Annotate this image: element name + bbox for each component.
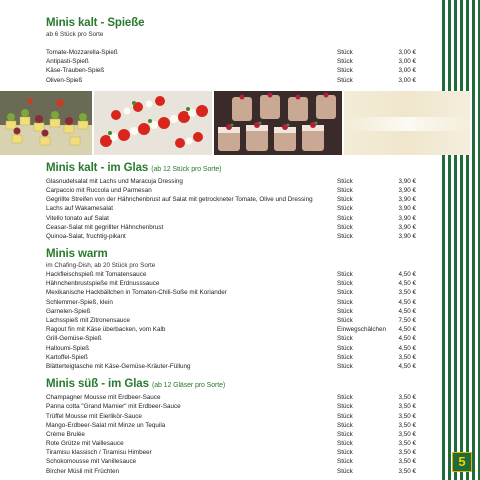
item-unit: Stück — [337, 421, 353, 429]
item-name: Hackfleischspieß mit Tomatensauce — [46, 271, 147, 279]
menu-item-row — [46, 288, 416, 297]
item-name: Lachs auf Wakamesalat — [46, 205, 113, 213]
item-name: Carpaccio mit Ruccola und Parmesan — [46, 186, 152, 194]
section-title — [46, 377, 416, 393]
menu-items — [46, 48, 416, 85]
item-unit: Stück — [337, 317, 353, 324]
item-price: 3,50 € — [398, 458, 416, 466]
item-price: 4,50 € — [398, 335, 416, 343]
menu-item-row — [46, 66, 416, 75]
item-name: Oliven-Spieß — [46, 76, 83, 84]
item-name: Ragout fin mit Käse überbacken, vom Kalb — [46, 326, 166, 334]
menu-items — [46, 270, 416, 371]
item-price: 4,50 € — [398, 344, 416, 352]
menu-item-row — [46, 270, 416, 279]
item-unit: Stück — [337, 458, 353, 466]
item-price: 3,50 € — [398, 394, 416, 402]
item-price: 3,50 € — [398, 440, 416, 448]
menu-item-row — [46, 57, 416, 66]
section-minis-kalt-spiesse — [46, 16, 416, 85]
item-name: Käse-Trauben-Spieß — [46, 67, 105, 75]
item-unit: Stück — [337, 58, 353, 66]
item-name: Tomate-Mozzarella-Spieß — [46, 49, 118, 56]
item-unit: Stück — [337, 49, 353, 56]
item-unit: Stück — [337, 177, 353, 185]
menu-item-row — [46, 362, 416, 371]
item-price: 4,50 € — [398, 298, 416, 306]
item-unit: Stück — [337, 67, 353, 75]
item-name: Schokomousse mit Vanillesauce — [46, 458, 137, 466]
menu-item-row — [46, 334, 416, 343]
menu-item-row — [46, 457, 416, 466]
section-title: Minis warm — [46, 248, 108, 261]
item-price: 4,50 € — [398, 271, 416, 279]
photo-tomato-mozzarella-skewers — [94, 91, 212, 155]
item-unit: Stück — [337, 362, 353, 370]
item-price: 3,90 € — [398, 186, 416, 194]
item-name: Panna cotta "Grand Marnier" mit Erdbeer-Sauce — [46, 403, 181, 411]
item-name: Bircher Müsli mit Früchten — [46, 467, 120, 475]
decorative-beige-panel — [344, 91, 470, 155]
item-name: Gegrillte Streifen von der Hähnchenbrust auf Salat mit getrockneter Tomate, Olive und Dressing — [46, 196, 313, 204]
menu-item-row — [46, 421, 416, 430]
item-price: 4,50 € — [398, 362, 416, 370]
item-name: Ceasar-Salat mit gegrillter Hähnchenbrust — [46, 223, 164, 231]
item-price: 3,50 € — [398, 289, 416, 297]
menu-item-row — [46, 76, 416, 85]
item-price: 7,50 € — [398, 317, 416, 324]
menu-item-row — [46, 195, 416, 204]
item-name: Glasnudelsalat mit Lachs und Maracuja Dressing — [46, 177, 183, 185]
section-title-suffix: (ab 12 Stück pro Sorte) — [151, 165, 222, 173]
item-name: Schlemmer-Spieß, klein — [46, 298, 113, 306]
item-price: 3,90 € — [398, 205, 416, 213]
section-minis-suess-im-glas — [46, 377, 416, 476]
item-name: Quinoa-Salat, fruchtig-pikant — [46, 232, 126, 240]
item-price: 3,90 € — [398, 232, 416, 240]
photo-desserts-in-glass — [214, 91, 342, 155]
item-name: Crème Brulée — [46, 430, 85, 438]
menu-item-row — [46, 307, 416, 316]
menu-item-row — [46, 412, 416, 421]
menu-items — [46, 393, 416, 476]
item-unit: Stück — [337, 186, 353, 194]
item-unit: Stück — [337, 280, 353, 288]
item-unit: Stück — [337, 335, 353, 343]
item-unit: Stück — [337, 223, 353, 231]
item-name: Vitello tonato auf Salat — [46, 214, 109, 222]
item-name: Antipasti-Spieß — [46, 58, 89, 66]
menu-item-row — [46, 325, 416, 334]
menu-item-row — [46, 204, 416, 213]
item-unit: Einwegschälchen — [337, 326, 387, 334]
item-unit: Stück — [337, 467, 353, 475]
item-name: Tiramisu klassisch / Tiramisu Himbeer — [46, 449, 152, 457]
section-title-suffix: (ab 12 Gläser pro Sorte) — [152, 382, 226, 390]
menu-item-row — [46, 316, 416, 325]
item-name: Mexikanische Hackbällchen in Tomaten-Chili-Soße mit Koriander — [46, 289, 227, 297]
item-price: 3,50 € — [398, 403, 416, 411]
item-price: 3,90 € — [398, 223, 416, 231]
item-unit: Stück — [337, 214, 353, 222]
menu-item-row — [46, 214, 416, 223]
item-unit: Stück — [337, 430, 353, 438]
item-price: 3,50 € — [398, 430, 416, 438]
menu-item-row — [46, 177, 416, 186]
menu-items — [46, 177, 416, 241]
item-unit: Stück — [337, 76, 353, 84]
item-name: Blätterteigtasche mit Käse-Gemüse-Kräuter-Füllung — [46, 362, 191, 370]
item-unit: Stück — [337, 298, 353, 306]
item-name: Kartoffel-Spieß — [46, 353, 88, 361]
section-title-text: Minis kalt - im Glas — [46, 161, 149, 174]
item-price: 3,50 € — [398, 412, 416, 420]
menu-item-row — [46, 430, 416, 439]
item-name: Champagner Mousse mit Erdbeer-Sauce — [46, 394, 161, 402]
item-unit: Stück — [337, 307, 353, 315]
item-name: Rote Grütze mit Vaillesauce — [46, 440, 124, 448]
item-name: Halloumi-Spieß — [46, 344, 90, 352]
item-unit: Stück — [337, 344, 353, 352]
item-price: 3,00 € — [398, 76, 416, 84]
item-name: Hähnchenbrustspieße mit Erdnusssauce — [46, 280, 160, 288]
section-title: Minis kalt - Spieße — [46, 17, 145, 29]
menu-item-row — [46, 232, 416, 241]
decorative-stripes — [442, 0, 480, 480]
item-unit: Stück — [337, 412, 353, 420]
item-name: Mango-Erdbeer-Salat mit Minze un Tequila — [46, 421, 166, 429]
item-price: 3,90 € — [398, 196, 416, 204]
menu-item-row — [46, 439, 416, 448]
section-minis-kalt-im-glas — [46, 161, 416, 241]
item-unit: Stück — [337, 271, 353, 279]
section-title — [46, 161, 416, 177]
item-price: 3,50 € — [398, 467, 416, 475]
item-name: Trüffel Mousse mit Eierlikör-Sauce — [46, 412, 142, 420]
menu-item-row — [46, 186, 416, 195]
item-unit: Stück — [337, 196, 353, 204]
menu-item-row — [46, 279, 416, 288]
photo-cheese-grape-skewers — [0, 91, 92, 155]
item-price: 3,50 € — [398, 353, 416, 361]
food-photo-strip — [46, 91, 416, 157]
item-unit: Stück — [337, 440, 353, 448]
menu-item-row — [46, 353, 416, 362]
menu-item-row — [46, 298, 416, 307]
page-number-badge: 5 — [452, 452, 472, 472]
item-unit: Stück — [337, 205, 353, 213]
item-name: Garnelen-Spieß — [46, 307, 91, 315]
item-price: 4,50 € — [398, 307, 416, 315]
menu-item-row — [46, 48, 416, 57]
item-unit: Stück — [337, 449, 353, 457]
item-unit: Stück — [337, 403, 353, 411]
item-unit: Stück — [337, 289, 353, 297]
item-price: 3,50 € — [398, 449, 416, 457]
item-price: 3,50 € — [398, 421, 416, 429]
section-title-text: Minis süß - im Glas — [46, 378, 149, 391]
item-price: 3,00 € — [398, 49, 416, 56]
section-subtitle: im Chafing-Dish, ab 20 Stück pro Sorte — [46, 262, 156, 270]
item-name: Grill-Gemüse-Spieß — [46, 335, 102, 343]
item-price: 4,50 € — [398, 326, 416, 334]
menu-item-row — [46, 448, 416, 457]
menu-item-row — [46, 344, 416, 353]
item-price: 3,90 € — [398, 214, 416, 222]
item-name: Lachsspieß mit Zitronensauce — [46, 317, 130, 324]
menu-item-row — [46, 467, 416, 476]
menu-item-row — [46, 393, 416, 402]
item-unit: Stück — [337, 353, 353, 361]
item-unit: Stück — [337, 232, 353, 240]
section-minis-warm — [46, 247, 416, 371]
item-price: 4,50 € — [398, 280, 416, 288]
menu-content — [46, 16, 416, 476]
item-price: 3,90 € — [398, 177, 416, 185]
item-price: 3,00 € — [398, 58, 416, 66]
menu-item-row — [46, 402, 416, 411]
menu-item-row — [46, 223, 416, 232]
item-unit: Stück — [337, 394, 353, 402]
item-price: 3,00 € — [398, 67, 416, 75]
section-subtitle: ab 6 Stück pro Sorte — [46, 31, 104, 38]
